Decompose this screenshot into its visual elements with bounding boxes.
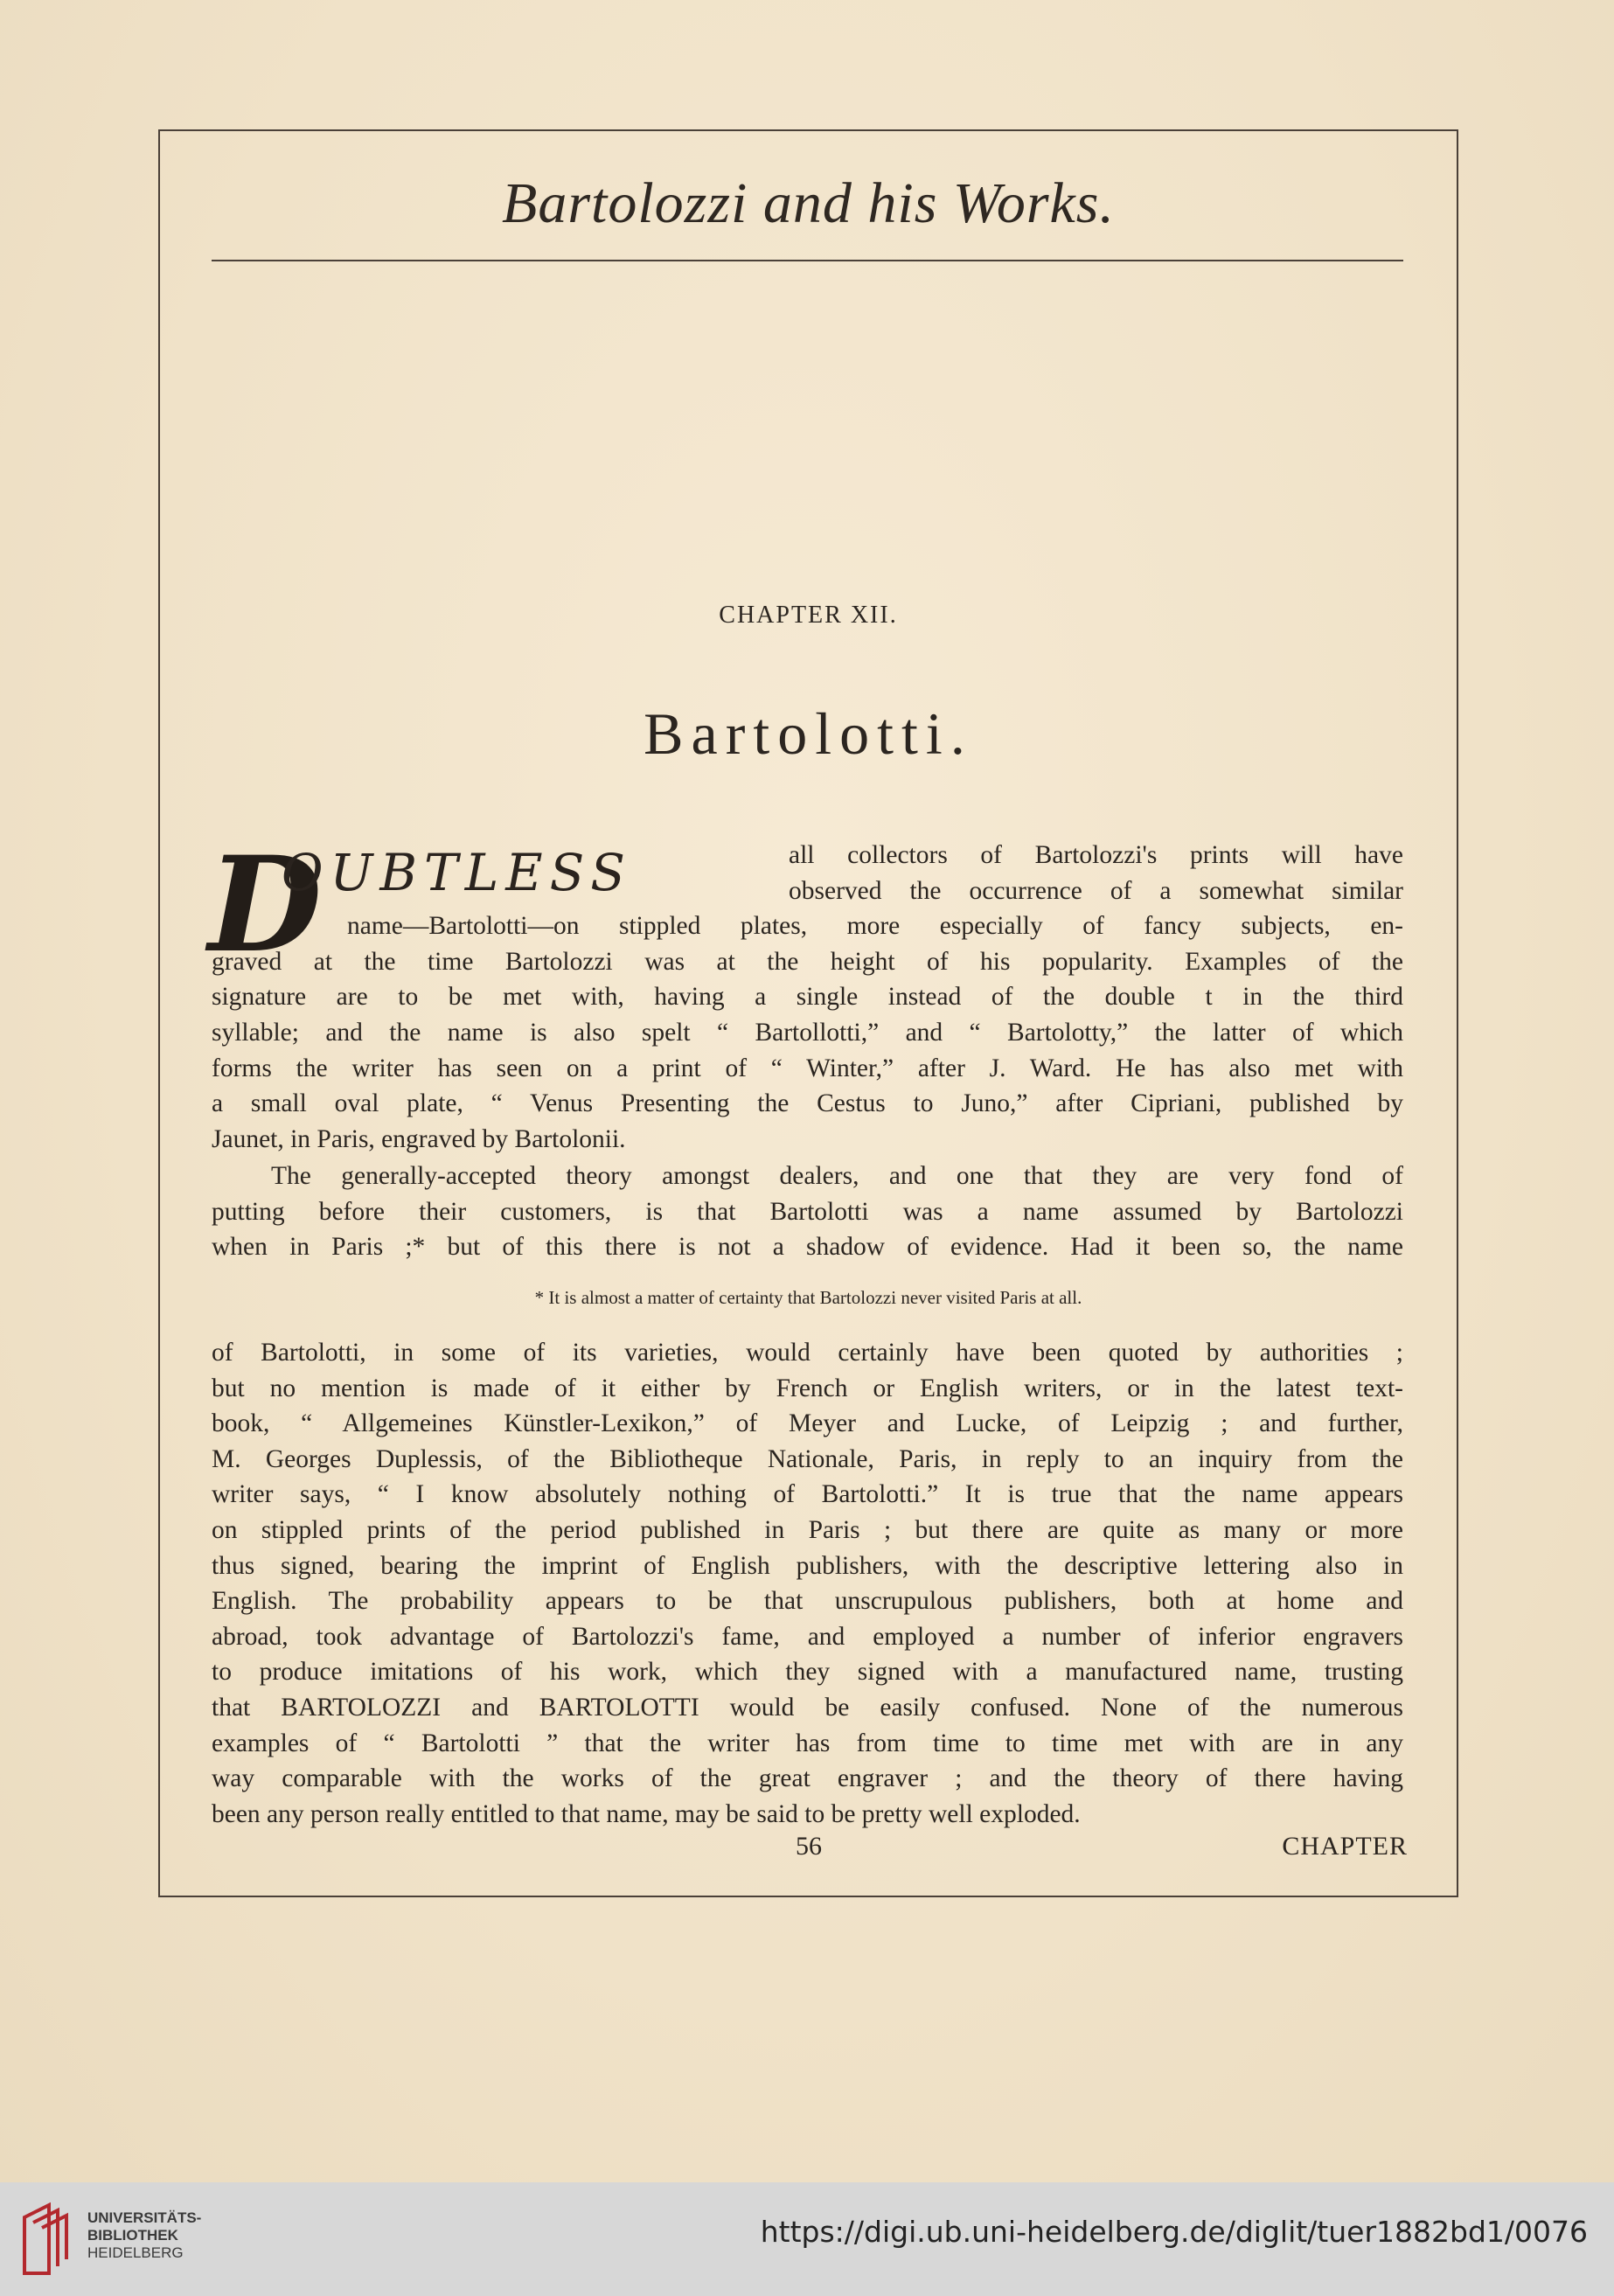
logo-line: BIBLIOTHEK xyxy=(87,2227,178,2244)
text-line: graved at the time Bartolozzi was at the height of his popularity. Examples of the xyxy=(212,947,1403,976)
logo-line: HEIDELBERG xyxy=(87,2244,184,2261)
text-line: when in Paris ;* but of this there is not a shadow of evidence. Had it been so, the name xyxy=(212,1233,1403,1262)
text-line: examples of “ Bartolotti ” that the writer has from time to time met with are in any xyxy=(212,1729,1403,1757)
text-line: a small oval plate, “ Venus Presenting the Cestus to Juno,” after Cipriani, published by xyxy=(212,1089,1403,1118)
source-url-link[interactable]: https://digi.ub.uni-heidelberg.de/diglit/tuer1882bd1/0076 xyxy=(760,2215,1588,2249)
text-line: putting before their customers, is that Bartolotti was a name assumed by Bartolozzi xyxy=(212,1197,1403,1226)
paragraph-3 xyxy=(212,1335,1403,1832)
text-line: syllable; and the name is also spelt “ Bartollotti,” and “ Bartolotty,” the latter of which xyxy=(212,1018,1403,1047)
paragraph-2 xyxy=(212,1158,1403,1265)
chapter-heading: CHAPTER XII. xyxy=(719,602,898,629)
text-line: on stippled prints of the period published in Paris ; but there are quite as many or more xyxy=(212,1515,1403,1544)
text-line: Jaunet, in Paris, engraved by Bartolonii. xyxy=(212,1124,626,1153)
drop-cap: D xyxy=(208,828,323,982)
text-line: all collectors of Bartolozzi's prints will have xyxy=(789,841,1403,869)
text-line: signature are to be met with, having a single instead of the double t in the third xyxy=(212,983,1403,1012)
text-line: way comparable with the works of the great engraver ; and the theory of there having xyxy=(212,1764,1403,1793)
paragraph-1 xyxy=(212,838,1403,1157)
text-line: English. The probability appears to be that unscrupulous publishers, both at home and xyxy=(212,1587,1403,1616)
chapter-title: Bartolotti. xyxy=(644,700,973,767)
text-line: book, “ Allgemeines Künstler-Lexikon,” of Meyer and Lucke, of Leipzig ; and further, xyxy=(212,1409,1403,1438)
text-line: name—Bartolotti—on stippled plates, more especially of fancy subjects, en- xyxy=(347,912,1403,941)
library-logo-text xyxy=(87,2209,201,2262)
text-line: The generally-accepted theory amongst dealers, and one that they are very fond of xyxy=(271,1162,1403,1190)
text-line: thus signed, bearing the imprint of English publishers, with the descriptive lettering also in xyxy=(212,1551,1403,1580)
text-line: forms the writer has seen on a print of “ Winter,” after J. Ward. He has also met with xyxy=(212,1054,1403,1082)
text-line: but no mention is made of it either by French or English writers, or in the latest text- xyxy=(212,1374,1403,1402)
running-title: Bartolozzi and his Works. xyxy=(502,171,1115,235)
library-logo-icon xyxy=(19,2200,80,2279)
text-line: abroad, took advantage of Bartolozzi's fame, and employed a number of inferior engravers xyxy=(212,1622,1403,1651)
text-line: that BARTOLOZZI and BARTOLOTTI would be easily confused. None of the numerous xyxy=(212,1693,1403,1722)
text-line: to produce imitations of his work, which they signed with a manufactured name, trusting xyxy=(212,1658,1403,1687)
title-rule xyxy=(212,260,1403,261)
logo-line: UNIVERSITÄTS- xyxy=(87,2209,202,2226)
text-line: observed the occurrence of a somewhat similar xyxy=(789,876,1403,905)
opening-word: OUBTLESS xyxy=(282,843,633,902)
catchword: CHAPTER xyxy=(1282,1832,1408,1861)
text-line: writer says, “ I know absolutely nothing of Bartolotti.” It is true that the name appears xyxy=(212,1480,1403,1509)
text-line: of Bartolotti, in some of its varieties, would certainly have been quoted by authorities ; xyxy=(212,1339,1403,1367)
page-number: 56 xyxy=(796,1832,822,1861)
footnote: * It is almost a matter of certainty that Bartolozzi never visited Paris at all. xyxy=(534,1287,1082,1308)
text-line: been any person really entitled to that name, may be said to be pretty well exploded. xyxy=(212,1799,1081,1828)
text-line: M. Georges Duplessis, of the Bibliotheque Nationale, Paris, in reply to an inquiry from the xyxy=(212,1444,1403,1473)
